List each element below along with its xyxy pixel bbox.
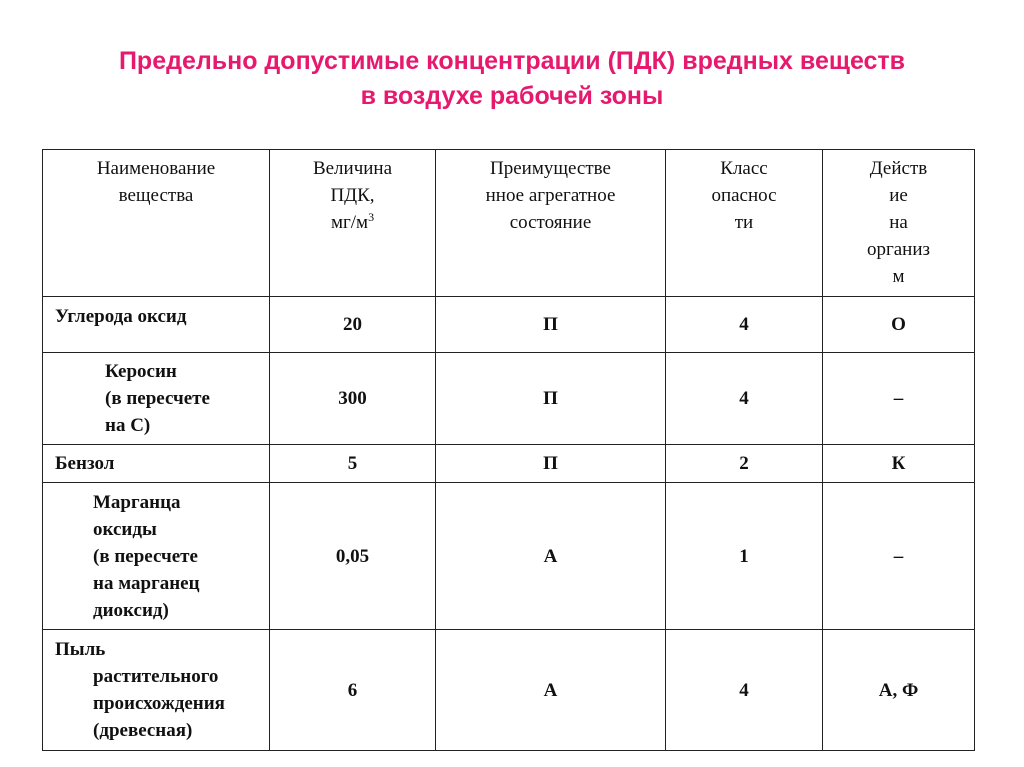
title-line-1: Предельно допустимые концентрации (ПДК) вредных веществ bbox=[118, 47, 906, 75]
header-effect: Действ ие на организ м bbox=[823, 150, 975, 297]
header-class: Класс опаснос ти bbox=[666, 150, 823, 297]
cell-state: А bbox=[436, 630, 666, 751]
table-row bbox=[43, 445, 975, 483]
cell-substance: Бензол bbox=[43, 445, 270, 483]
pdk-table bbox=[42, 149, 975, 751]
cell-pdk: 300 bbox=[270, 353, 436, 445]
cell-state: П bbox=[436, 297, 666, 353]
cell-substance: Пыль растительного происхождения (древесная) bbox=[43, 630, 270, 751]
header-name: Наименование вещества bbox=[43, 150, 270, 297]
cell-class: 4 bbox=[666, 297, 823, 353]
cell-class: 2 bbox=[666, 445, 823, 483]
cell-class: 1 bbox=[666, 483, 823, 630]
cell-effect: К bbox=[823, 445, 975, 483]
cell-pdk: 0,05 bbox=[270, 483, 436, 630]
cell-pdk: 6 bbox=[270, 630, 436, 751]
table-row bbox=[43, 630, 975, 751]
cell-effect: А, Ф bbox=[823, 630, 975, 751]
cell-pdk: 5 bbox=[270, 445, 436, 483]
cell-state: П bbox=[436, 353, 666, 445]
header-state: Преимуществе нное агрегатное состояние bbox=[436, 150, 666, 297]
cell-effect: О bbox=[823, 297, 975, 353]
table-row bbox=[43, 353, 975, 445]
cell-class: 4 bbox=[666, 353, 823, 445]
cell-pdk: 20 bbox=[270, 297, 436, 353]
title-line-2: в воздухе рабочей зоны bbox=[360, 82, 664, 110]
table-row bbox=[43, 297, 975, 353]
header-pdk: Величина ПДК, $мг/м^3$ bbox=[270, 150, 436, 297]
cell-substance: Керосин (в пересчете на С) bbox=[43, 353, 270, 445]
table-row bbox=[43, 483, 975, 630]
table-header-row bbox=[43, 150, 975, 297]
cell-effect: – bbox=[823, 483, 975, 630]
cell-class: 4 bbox=[666, 630, 823, 751]
cell-state: А bbox=[436, 483, 666, 630]
cell-state: П bbox=[436, 445, 666, 483]
page-title bbox=[0, 44, 1024, 114]
cell-substance: Марганца оксиды (в пересчете на марганец диоксид) bbox=[43, 483, 270, 630]
cell-substance: Углерода оксид bbox=[43, 297, 270, 353]
cell-effect: – bbox=[823, 353, 975, 445]
